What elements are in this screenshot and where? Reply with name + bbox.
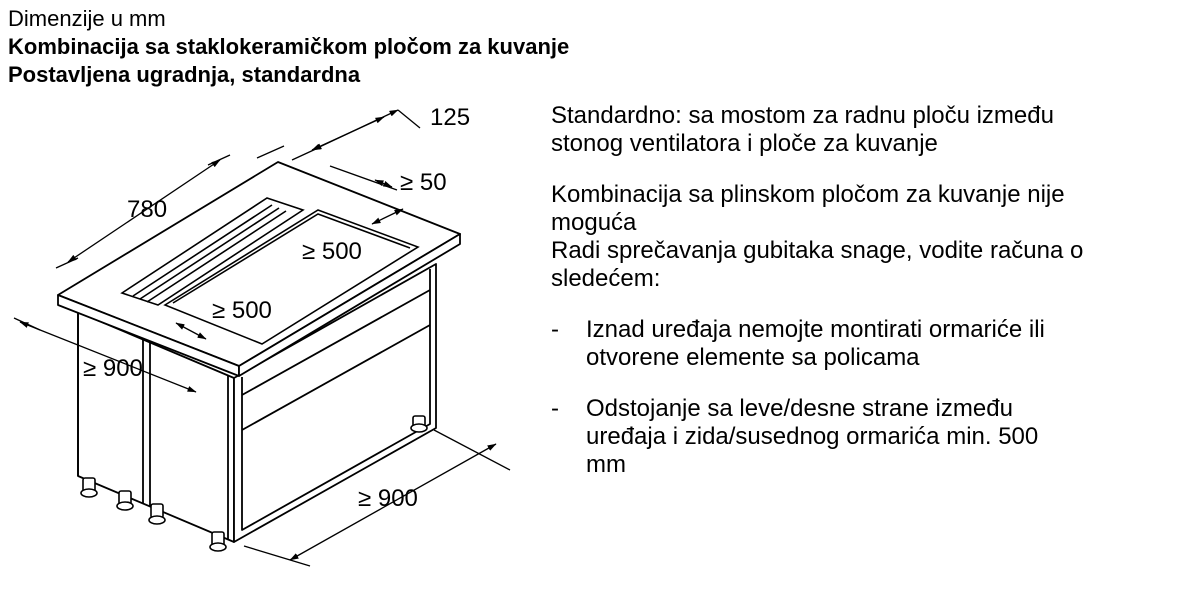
installation-notes xyxy=(551,102,1191,479)
header-unit: Dimenzije u mm xyxy=(8,6,166,31)
bullet-2-line1: Odstojanje sa leve/desne strane između xyxy=(586,395,1013,422)
bullet-1-line1: Iznad uređaja nemojte montirati ormariće ili xyxy=(586,316,1045,343)
note-bullet-1 xyxy=(551,316,1191,372)
dim-50: ≥ 50 xyxy=(400,169,447,196)
header-title-line1: Kombinacija sa staklokeramičkom pločom za kuvanje xyxy=(8,34,570,59)
bullet-2-line3: mm xyxy=(586,451,626,478)
note-gas-line2: moguća xyxy=(551,209,637,236)
dim-125: 125 xyxy=(430,104,471,131)
note-power-line1: Radi sprečavanja gubitaka snage, vodite računa o xyxy=(551,237,1084,264)
bullet-dash: - xyxy=(551,395,559,422)
dim-780: 780 xyxy=(127,196,168,223)
note-standard-line1: Standardno: sa mostom za radnu ploču između xyxy=(551,102,1054,129)
dim-500-back: ≥ 500 xyxy=(302,238,362,265)
installation-drawing xyxy=(0,0,545,600)
note-standard-line2: stonog ventilatora i ploče za kuvanje xyxy=(551,130,938,157)
dim-900-bottom: ≥ 900 xyxy=(358,485,418,512)
note-bullet-2 xyxy=(551,395,1191,479)
bullet-1-line2: otvorene elemente sa policama xyxy=(586,344,920,371)
note-gas-line1: Kombinacija sa plinskom pločom za kuvanje nije xyxy=(551,181,1065,208)
note-power-line2: sledećem: xyxy=(551,265,661,292)
dim-500-front: ≥ 500 xyxy=(212,297,272,324)
header-title-line2: Postavljena ugradnja, standardna xyxy=(8,62,361,87)
bullet-dash: - xyxy=(551,316,559,343)
dim-900-left: ≥ 900 xyxy=(83,355,143,382)
bullet-2-line2: uređaja i zida/susednog ormarića min. 500 xyxy=(586,423,1039,450)
